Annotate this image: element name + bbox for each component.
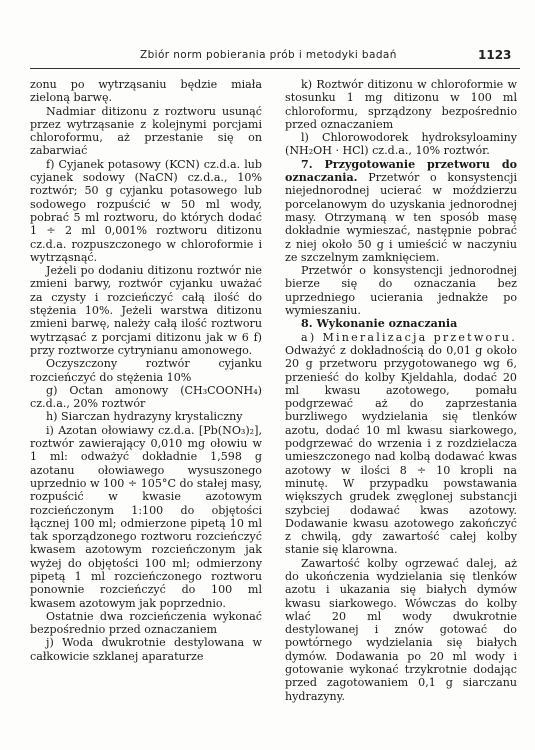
paragraph-continuation: zonu po wytrząsaniu będzie miała zieloną barwę. xyxy=(30,78,262,105)
paragraph-last-dilutions: Ostatnie dwa rozcieńczenia wykonać bezpośrednio przed oznaczaniem xyxy=(30,609,262,637)
reagent-l-hydroxylamine: l) Chlorowodorek hydroksyloaminy (NH₂OH · HCl) cz.d.a., 10% roztwór. xyxy=(285,131,517,158)
subsection-a-text: Odważyć z dokładnością do 0,01 g około 20 g przetworu przygotowanego wg 6, przenieść do kolby Kjeldahla, dodać 20 ml kwasu azotowego, pomału podgrzewać aż do zaprzestania burzliwego wydzielania się tlenków azotu, dodać 10 ml kwasu siarkowego, podgrzewać do wrzenia i z rozdzielacza umieszczonego nad kolbą dodawać kwas azotowy w ilości 8 ÷ 10 kropli na minutę. W przypadku powstawania większych grudek zwęglonej substancji szybciej dodawać kwas azotowy. Dodawanie kwasu azotowego zakończyć z chwilą, gdy zawartość całej kolby stanie się klarowna. xyxy=(285,343,517,557)
subsection-a-label: a) Mineralizacja przetworu. xyxy=(301,330,517,344)
section-7-heading: 7. Przygotowanie przetworu do oznaczania. xyxy=(285,157,517,185)
right-column xyxy=(285,78,517,703)
running-title: Zbiór norm pobierania prób i metodyki badań xyxy=(140,49,397,61)
page-number: 1123 xyxy=(478,48,512,62)
subsection-a-paragraph xyxy=(285,331,517,557)
reagent-h-hydrazine-sulfate: h) Siarczan hydrazyny krystaliczny xyxy=(46,410,243,424)
paragraph-cyanide-dilute: Oczyszczony roztwór cyjanku rozcieńczyć do stężenia 10% xyxy=(30,357,262,384)
paragraph-remove-excess-ditizone: Nadmiar ditizonu z roztworu usunąć przez wytrząsanie z kolejnymi porcjami chloroformu, aż przestanie się on zabarwiać xyxy=(30,104,262,158)
reagent-j-distilled-water: j) Woda dwukrotnie destylowana w całkowicie szklanej aparaturze xyxy=(30,636,262,663)
reagent-k-ditizone-solution: k) Roztwór ditizonu w chloroformie w stosunku 1 mg ditizonu w 100 ml chloroformu, sprządzony bezpośrednio przed oznaczaniem xyxy=(285,78,517,131)
section-8-heading: 8. Wykonanie oznaczania xyxy=(301,317,458,331)
section-7-paragraph xyxy=(285,158,517,264)
paragraph-continue-heating: Zawartość kolby ogrzewać dalej, aż do ukończenia wydzielania się tlenków azotu i ukazania się białych dymów kwasu siarkowego. Wówczas do kolby wlać 20 ml wody dwukrotnie destylowanej i znów gotować do powtórnego wydzielania się białych dymów. Dodawania po 20 ml wody i gotowanie wykonać trzykrotnie dodając przed zagotowaniem 0,1 g siarczanu hydrazyny. xyxy=(285,556,517,703)
reagent-f-cyanide: f) Cyjanek potasowy (KCN) cz.d.a. lub cyjanek sodowy (NaCN) cz.d.a., 10% roztwór; 50 g cyjanku potasowego lub sodowego rozpuścić w 50 ml wody, pobrać 5 ml roztworu, do których dodać 1 ÷ 2 ml 0,001% roztworu ditizonu cz.d.a. rozpuszczonego w chloroformie i wytrząsnąć. xyxy=(30,157,262,264)
paragraph-cyanide-check: Jeżeli po dodaniu ditizonu roztwór nie zmieni barwy, roztwór cyjanku uważać za czysty i rozcieńczyć całą ilość do stężenia 10%. Jeżeli warstwa ditizonu zmieni barwę, należy całą ilość roztworu wytrząsać z porcjami ditizonu jak w 6 f) przy roztworze cytrynianu amonowego. xyxy=(30,264,262,357)
reagent-i-lead-nitrate: i) Azotan ołowiawy cz.d.a. [Pb(NO₃)₂], roztwór zawierający 0,010 mg ołowiu w 1 ml: odważyć dokładnie 1,598 g azotanu ołowiawego wysuszonego uprzednio w 100 ÷ 105°C do stałej masy, rozpuścić w kwasie azotowym rozcieńczonym 1:100 do objętości łącznej 100 ml; odmierzone pipetą 10 ml tak sporządzonego roztworu rozcieńczyć kwasem azotowym rozcieńczonym jak wyżej do objętości 100 ml; odmierzony pipetą 1 ml rozcieńczonego roztworu ponownie rozcieńczyć do 100 ml kwasem azotowym jak poprzednio. xyxy=(30,423,262,610)
paragraph-homogeneous: Przetwór o konsystencji jednorodnej bierze się do oznaczania bez uprzedniego ucierania jednakże po wymieszaniu. xyxy=(285,264,517,318)
reagent-g-ammonium-acetate: g) Octan amonowy (CH₃COONH₄) cz.d.a., 20% roztwór xyxy=(30,383,262,411)
header-rule xyxy=(30,68,520,69)
section-7-text: Przetwór o konsystencji niejednorodnej ucierać w moździerzu porcelanowym do uzyskania jednorodnej masy. Otrzymaną w ten sposób masę dokładnie wymieszać, następnie pobrać z niej około 50 g i umieścić w naczyniu ze szczelnym zamknięciem. xyxy=(285,171,517,264)
left-column xyxy=(30,78,262,663)
running-header xyxy=(0,38,535,68)
